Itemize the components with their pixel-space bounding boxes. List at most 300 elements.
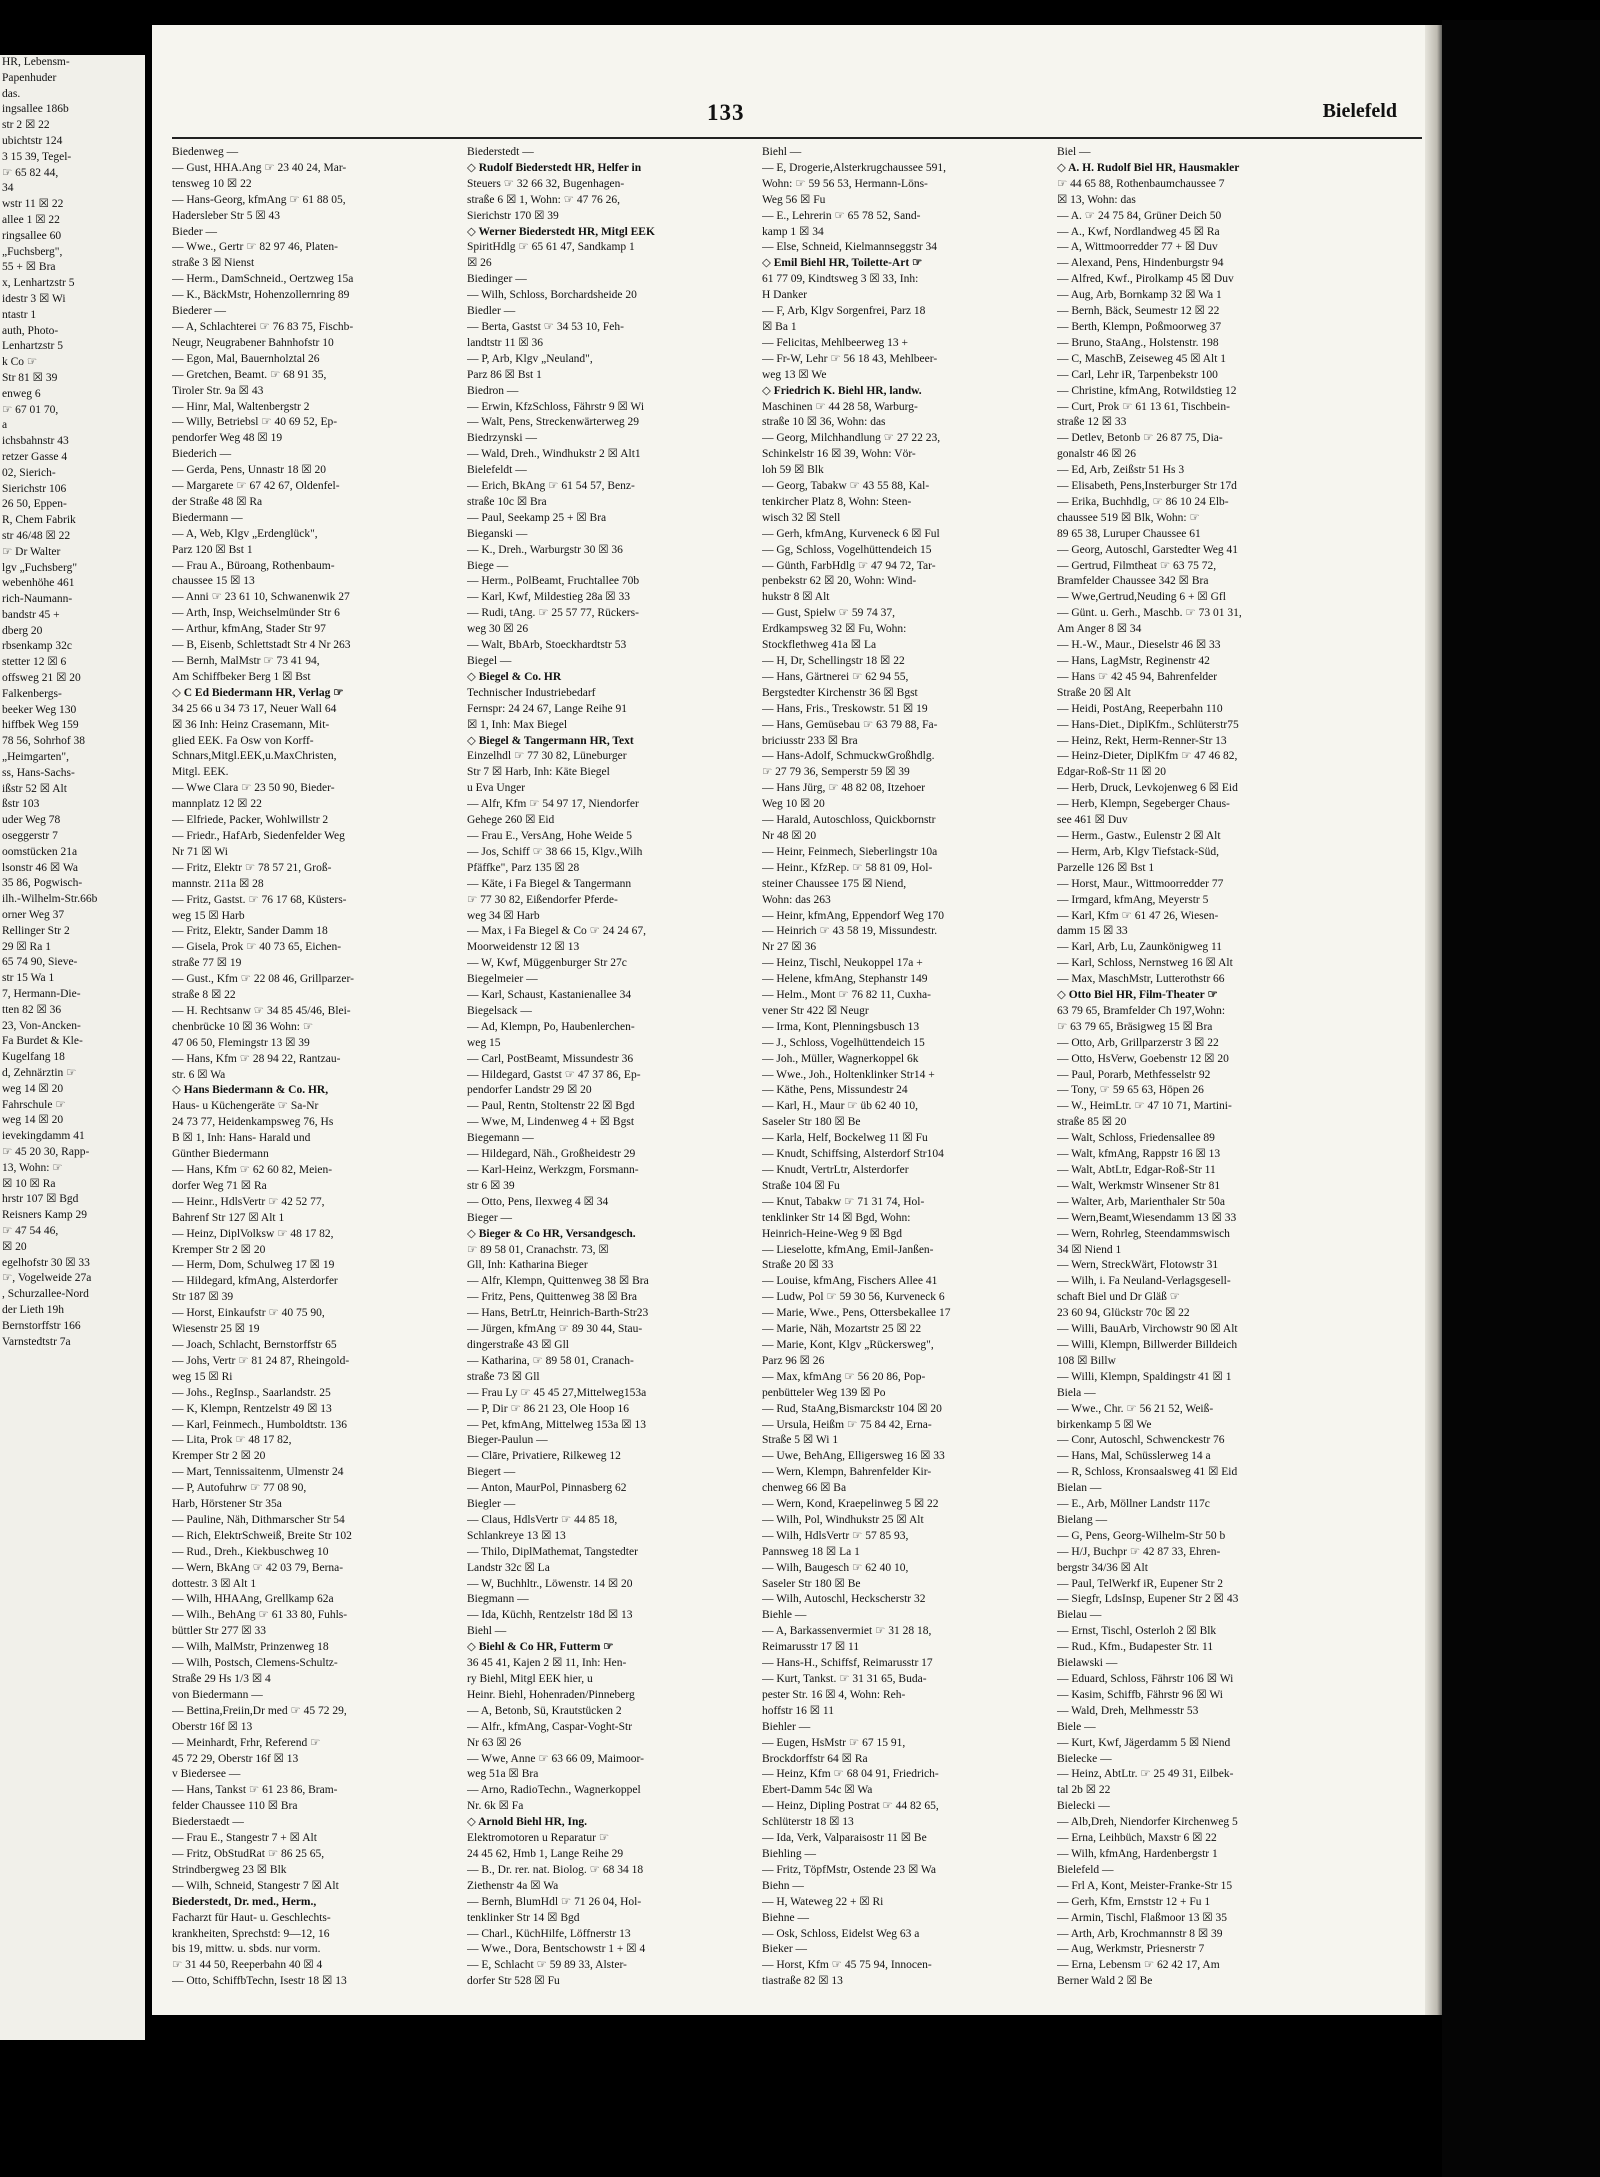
directory-entry-line: str. 6 ☒ Wa bbox=[172, 1068, 226, 1081]
directory-entry-line: Neugr, Neugrabener Bahnhofstr 10 bbox=[172, 336, 334, 349]
fragment-line: a bbox=[2, 419, 8, 432]
directory-entry-line: — K., Dreh., Warburgstr 30 ☒ 36 bbox=[467, 543, 623, 556]
directory-entry-line: — K, Klempn, Rentzelstr 49 ☒ 13 bbox=[172, 1402, 332, 1415]
directory-entry-line: — Bernh, Bäck, Seumestr 12 ☒ 22 bbox=[1057, 305, 1220, 318]
directory-entry-line: — Felicitas, Mehlbeerweg 13 + bbox=[762, 336, 909, 349]
surname-heading: Biehne — bbox=[762, 1911, 809, 1924]
fragment-line: ☞ 45 20 30, Rapp- bbox=[2, 1145, 90, 1158]
column-4 bbox=[1057, 145, 1327, 1995]
directory-entry-line: — Fritz, TöpfMstr, Ostende 23 ☒ Wa bbox=[762, 1863, 936, 1876]
directory-entry-line: — Max, MaschMstr, Lutterothstr 66 bbox=[1057, 973, 1225, 986]
directory-entry-line: Parz 120 ☒ Bst 1 bbox=[172, 543, 253, 556]
fragment-line: ☒ 10 ☒ Ra bbox=[2, 1177, 56, 1190]
directory-entry-line: — Wilh, Schloss, Borchardsheide 20 bbox=[467, 289, 637, 302]
directory-entry-line: — Walt, Schloss, Friedensallee 89 bbox=[1057, 1132, 1215, 1145]
directory-entry-line: dorfer Str 528 ☒ Fu bbox=[467, 1975, 560, 1988]
surname-heading: Bieker — bbox=[762, 1943, 808, 1956]
directory-entry-line: hukstr 8 ☒ Alt bbox=[762, 591, 830, 604]
directory-entry-line: — Herm, Dom, Schulweg 17 ☒ 19 bbox=[172, 1259, 335, 1272]
directory-entry-line: — Mart, Tennissaitenm, Ulmenstr 24 bbox=[172, 1466, 344, 1479]
directory-entry-line: Landstr 32c ☒ La bbox=[467, 1561, 550, 1574]
directory-entry-line: — Hildegard, Näh., Großheidestr 29 bbox=[467, 1148, 636, 1161]
directory-entry-line: — Louise, kfmAng, Fischers Allee 41 bbox=[762, 1275, 938, 1288]
fragment-line: 35 86, Pogwisch- bbox=[2, 877, 83, 890]
fragment-line: 02, Sierich- bbox=[2, 466, 56, 479]
directory-entry-line: mannplatz 12 ☒ 22 bbox=[172, 798, 262, 811]
directory-entry-line: — Armin, Tischl, Flaßmoor 13 ☒ 35 bbox=[1057, 1911, 1228, 1924]
directory-entry-line: — Heidi, PostAng, Reeperbahn 110 bbox=[1057, 702, 1223, 715]
fragment-line: k Co ☞ bbox=[2, 356, 38, 369]
directory-entry-line: ☞ 63 79 65, Bräsigweg 15 ☒ Bra bbox=[1057, 1020, 1213, 1033]
directory-entry-line: u Eva Unger bbox=[467, 782, 526, 795]
directory-entry-line: str 6 ☒ 39 bbox=[467, 1179, 515, 1192]
fragment-line: ubichtstr 124 bbox=[2, 134, 63, 147]
directory-entry-line: — Erwin, KfzSchloss, Fährstr 9 ☒ Wi bbox=[467, 400, 645, 413]
fragment-line: webenhöhe 461 bbox=[2, 577, 75, 590]
directory-entry-line: 108 ☒ Billw bbox=[1057, 1354, 1116, 1367]
directory-entry-line: — Curt, Prok ☞ 61 13 61, Tischbein- bbox=[1057, 400, 1230, 413]
directory-entry-line: — Wilh, Baugesch ☞ 62 40 10, bbox=[762, 1561, 909, 1574]
surname-heading: Biehle — bbox=[762, 1609, 807, 1622]
column-2 bbox=[467, 145, 737, 1995]
directory-entry-line: — Willi, Klempn, Billwerder Billdeich bbox=[1057, 1338, 1238, 1351]
directory-entry-line: — Bernh, BlumHdl ☞ 71 26 04, Hol- bbox=[467, 1895, 642, 1908]
directory-entry-line: tal 2b ☒ 22 bbox=[1057, 1784, 1111, 1797]
directory-entry-line: — W, Buchhltr., Löwenstr. 14 ☒ 20 bbox=[467, 1577, 633, 1590]
fragment-line: der Lieth 19h bbox=[2, 1303, 64, 1316]
directory-entry-line: — Hans ☞ 42 45 94, Bahrenfelder bbox=[1057, 670, 1218, 683]
fragment-line: Fahrschule ☞ bbox=[2, 1098, 66, 1111]
directory-entry-line: — Anton, MaurPol, Pinnasberg 62 bbox=[467, 1482, 627, 1495]
directory-entry-line: loh 59 ☒ Blk bbox=[762, 464, 824, 477]
directory-entry-line: — Hans, Gärtnerei ☞ 62 94 55, bbox=[762, 670, 909, 683]
directory-entry-line: pendorfer Weg 48 ☒ 19 bbox=[172, 432, 283, 445]
directory-entry-line: — Knudt, Schiffsing, Alsterdorf Str104 bbox=[762, 1148, 944, 1161]
directory-entry-line: — Otto, Pens, Ilexweg 4 ☒ 34 bbox=[467, 1195, 609, 1208]
directory-entry-line: — Ad, Klempn, Po, Haubenlerchen- bbox=[467, 1020, 635, 1033]
directory-entry-line: — Gisela, Prok ☞ 40 73 65, Eichen- bbox=[172, 941, 342, 954]
directory-entry-line: ☞ 31 44 50, Reeperbahn 40 ☒ 4 bbox=[172, 1959, 323, 1972]
directory-entry-line: — E., Lehrerin ☞ 65 78 52, Sand- bbox=[762, 209, 921, 222]
directory-entry-line: krankheiten, Sprechstd: 9—12, 16 bbox=[172, 1927, 330, 1940]
fragment-line: idestr 3 ☒ Wi bbox=[2, 292, 66, 305]
directory-entry-line: SpiritHdlg ☞ 65 61 47, Sandkamp 1 bbox=[467, 241, 635, 254]
directory-entry-line: Oberstr 16f ☒ 13 bbox=[172, 1720, 253, 1733]
directory-entry-line: weg 34 ☒ Harb bbox=[467, 909, 540, 922]
directory-entry-line: — Hans-Adolf, SchmuckwGroßhdlg. bbox=[762, 750, 935, 763]
directory-entry-line: Kremper Str 2 ☒ 20 bbox=[172, 1450, 266, 1463]
directory-entry-line: Günther Biedermann bbox=[172, 1148, 269, 1161]
directory-entry-line: — Pet, kfmAng, Mittelweg 153a ☒ 13 bbox=[467, 1418, 646, 1431]
directory-entry-line: — Alfr, Kfm ☞ 54 97 17, Niendorfer bbox=[467, 798, 639, 811]
directory-entry-line: — Eugen, HsMstr ☞ 67 15 91, bbox=[762, 1736, 906, 1749]
fragment-line: ☞ 65 82 44, bbox=[2, 166, 59, 179]
directory-entry-line: — P, Arb, Klgv „Neuland", bbox=[467, 352, 593, 365]
directory-entry-line: ◇ Bieger & Co HR, Versandgesch. bbox=[467, 1227, 636, 1240]
directory-entry-line: Nr 27 ☒ 36 bbox=[762, 941, 817, 954]
surname-heading: Biederstaedt — bbox=[172, 1816, 244, 1829]
directory-entry-line: — Knudt, VertrLtr, Alsterdorfer bbox=[762, 1164, 909, 1176]
fragment-line: Falkenbergs- bbox=[2, 687, 62, 700]
surname-heading: Biederer — bbox=[172, 305, 226, 318]
directory-entry-line: — Heinr, kfmAng, Eppendorf Weg 170 bbox=[762, 909, 945, 922]
directory-entry-line: — Heinz-Dieter, DiplKfm ☞ 47 46 82, bbox=[1057, 750, 1238, 763]
surname-heading: Biege — bbox=[467, 559, 509, 572]
directory-entry-line: chenbrücke 10 ☒ 36 Wohn: ☞ bbox=[172, 1020, 314, 1033]
directory-entry-line: — Helene, kfmAng, Stephanstr 149 bbox=[762, 973, 928, 986]
directory-entry-line: — E., Arb, Möllner Landstr 117c bbox=[1057, 1498, 1210, 1511]
fragment-line: ichsbahnstr 43 bbox=[2, 435, 69, 448]
surname-heading: Bieger — bbox=[467, 1211, 513, 1224]
directory-entry-line: — Frau E., VersAng, Hohe Weide 5 bbox=[467, 829, 633, 842]
directory-entry-line: — B., Dr. rer. nat. Biolog. ☞ 68 34 18 bbox=[467, 1863, 644, 1876]
directory-entry-line: — K., BäckMstr, Hohenzollernring 89 bbox=[172, 289, 350, 302]
directory-entry-line: — Erich, BkAng ☞ 61 54 57, Benz- bbox=[467, 480, 635, 493]
fragment-line: beeker Weg 130 bbox=[2, 703, 77, 716]
directory-entry-line: — Willi, BauArb, Virchowstr 90 ☒ Alt bbox=[1057, 1323, 1238, 1336]
directory-entry-line: — Joach, Schlacht, Bernstorffstr 65 bbox=[172, 1338, 337, 1351]
fragment-line: str 46/48 ☒ 22 bbox=[2, 529, 71, 542]
directory-entry-line: — Walt, kfmAng, Rappstr 16 ☒ 13 bbox=[1057, 1148, 1221, 1161]
directory-entry-line: — Arth, Insp, Weichselmünder Str 6 bbox=[172, 607, 340, 620]
directory-entry-line: dottestr. 3 ☒ Alt 1 bbox=[172, 1577, 257, 1590]
directory-entry-line: — A, Web, Klgv „Erdenglück", bbox=[172, 527, 318, 540]
directory-entry-line: — Wwe., Joh., Holtenklinker Str14 + bbox=[762, 1068, 935, 1081]
fragment-line: ☒ 20 bbox=[2, 1240, 27, 1253]
surname-heading: Biedrzynski — bbox=[467, 432, 537, 445]
directory-entry-line: — Gertrud, Filmtheat ☞ 63 75 72, bbox=[1057, 559, 1217, 572]
directory-entry-line: ◇ Arnold Biehl HR, Ing. bbox=[467, 1816, 588, 1829]
directory-entry-line: ☞ 89 58 01, Cranachstr. 73, ☒ bbox=[467, 1243, 609, 1256]
directory-entry-line: — R, Schloss, Kronsaalsweg 41 ☒ Eid bbox=[1057, 1466, 1238, 1479]
directory-entry-line: penbekstr 62 ☒ 20, Wohn: Wind- bbox=[762, 575, 917, 588]
fragment-line: str 2 ☒ 22 bbox=[2, 119, 50, 132]
directory-entry-line: felder Chaussee 110 ☒ Bra bbox=[172, 1800, 298, 1813]
directory-entry-line: Bergstedter Kirchenstr 36 ☒ Bgst bbox=[762, 686, 918, 699]
fragment-line: 13, Wohn: ☞ bbox=[2, 1161, 63, 1174]
directory-entry-line: — Fritz, Pens, Quittenweg 38 ☒ Bra bbox=[467, 1291, 638, 1304]
directory-entry-line: — Georg, Autoschl, Garstedter Weg 41 bbox=[1057, 543, 1239, 556]
directory-entry-line: Wohn: ☞ 59 56 53, Hermann-Löns- bbox=[762, 177, 928, 190]
directory-entry-line: — Tony, ☞ 59 65 63, Höpen 26 bbox=[1057, 1084, 1204, 1097]
directory-entry-line: ◇ Biegel & Co. HR bbox=[467, 670, 562, 683]
fragment-line: ringsallee 60 bbox=[2, 229, 62, 242]
surname-heading: Biegemann — bbox=[467, 1132, 534, 1145]
directory-entry-line: weg 15 ☒ Harb bbox=[172, 909, 245, 922]
directory-entry-line: Straße 29 Hs 1/3 ☒ 4 bbox=[172, 1673, 271, 1685]
directory-entry-line: 61 77 09, Kindtsweg 3 ☒ 33, Inh: bbox=[762, 273, 919, 286]
directory-entry-line: tenklinker Str 14 ☒ Bgd, Wohn: bbox=[762, 1211, 911, 1224]
directory-entry-line: Steuers ☞ 32 66 32, Bugenhagen- bbox=[467, 177, 625, 190]
directory-entry-line: — Carl, Lehr iR, Tarpenbekstr 100 bbox=[1057, 368, 1218, 381]
directory-entry-line: — H.-W., Maur., Dieselstr 46 ☒ 33 bbox=[1057, 639, 1221, 652]
fragment-line: HR, Lebensm- bbox=[2, 56, 70, 68]
directory-entry-line: — Hans Jürg, ☞ 48 82 08, Itzehoer bbox=[762, 782, 926, 795]
directory-entry-line: Reimarusstr 17 ☒ 11 bbox=[762, 1641, 860, 1654]
fragment-line: Varnstedtstr 7a bbox=[2, 1335, 71, 1348]
directory-entry-line: — Wald, Dreh., Windhukstr 2 ☒ Alt1 bbox=[467, 448, 641, 461]
directory-entry-line: — Karl, H., Maur ☞ üb 62 40 10, bbox=[762, 1100, 918, 1113]
directory-entry-line: Mitgl. EEK. bbox=[172, 766, 229, 779]
directory-entry-line: — Bettina,Freiin,Dr med ☞ 45 72 29, bbox=[172, 1704, 347, 1717]
directory-entry-line: — Gust, Spielw ☞ 59 74 37, bbox=[762, 607, 895, 620]
directory-entry-line: ry Biehl, Mitgl EEK hier, u bbox=[467, 1673, 593, 1685]
directory-entry-line: — Wilh, Postsch, Clemens-Schultz- bbox=[172, 1657, 338, 1670]
directory-entry-line: — A, Betonb, Sü, Krautstücken 2 bbox=[467, 1704, 622, 1717]
directory-entry-line: ☒ Ba 1 bbox=[762, 320, 797, 333]
directory-entry-line: — Georg, Milchhandlung ☞ 27 22 23, bbox=[762, 432, 941, 445]
directory-entry-line: — Uwe, BehAng, Elligersweg 16 ☒ 33 bbox=[762, 1450, 945, 1463]
directory-entry-line: — Wwe., Gertr ☞ 82 97 46, Platen- bbox=[172, 241, 338, 254]
directory-entry-line: ☞ 27 79 36, Semperstr 59 ☒ 39 bbox=[762, 766, 910, 779]
surname-heading: Biedler — bbox=[467, 305, 516, 318]
directory-entry-line: straße 73 ☒ Gll bbox=[467, 1370, 540, 1383]
directory-entry-line: bis 19, mittw. u. sbds. nur vorm. bbox=[172, 1943, 321, 1956]
directory-entry-line: weg 15 ☒ Ri bbox=[172, 1370, 233, 1383]
directory-entry-line: Maschinen ☞ 44 28 58, Warburg- bbox=[762, 400, 918, 413]
directory-entry-line: — Bernh, MalMstr ☞ 73 41 94, bbox=[172, 655, 320, 667]
directory-entry-line: — Paul, Seekamp 25 + ☒ Bra bbox=[467, 511, 607, 524]
directory-entry-line: — E, Drogerie,Alsterkrugchaussee 591, bbox=[762, 161, 946, 174]
directory-entry-line: — Bruno, StaAng., Holstenstr. 198 bbox=[1057, 336, 1219, 349]
directory-entry-line: — Joh., Müller, Wagnerkoppel 6k bbox=[762, 1052, 919, 1065]
fragment-line: ißstr 52 ☒ Alt bbox=[2, 782, 67, 795]
fragment-line: , Schurzallee-Nord bbox=[2, 1288, 89, 1301]
fragment-line: lgv „Fuchsberg" bbox=[2, 561, 78, 574]
directory-entry-line: Parz 86 ☒ Bst 1 bbox=[467, 368, 542, 381]
directory-entry-line: — Carl, PostBeamt, Missundestr 36 bbox=[467, 1052, 634, 1065]
directory-entry-line: wisch 32 ☒ Stell bbox=[762, 511, 841, 524]
directory-entry-line: Edgar-Roß-Str 11 ☒ 20 bbox=[1057, 766, 1166, 779]
directory-entry-line: — Hildegard, Gastst ☞ 47 37 86, Ep- bbox=[467, 1068, 641, 1081]
directory-entry-line: — Heinr, Feinmech, Sieberlingstr 10a bbox=[762, 845, 938, 858]
directory-entry-line: ◇ Otto Biel HR, Film-Theater ☞ bbox=[1057, 989, 1218, 1002]
directory-entry-line: — Heinr., KfzRep. ☞ 58 81 09, Hol- bbox=[762, 861, 933, 874]
directory-entry-line: — F, Arb, Klgv Sorgenfrei, Parz 18 bbox=[762, 305, 926, 318]
fragment-line: oomstücken 21a bbox=[2, 845, 78, 858]
surname-heading: Biederstedt — bbox=[467, 146, 534, 158]
directory-entry-line: — Käthe, Pens, Missundestr 24 bbox=[762, 1084, 908, 1097]
directory-entry-line: Schlankreye 13 ☒ 13 bbox=[467, 1529, 566, 1542]
directory-entry-line: — P, Dir ☞ 86 21 23, Ole Hoop 16 bbox=[467, 1402, 630, 1415]
directory-entry-line: — Käte, i Fa Biegel & Tangermann bbox=[467, 877, 632, 890]
directory-entry-line: — Johs, Vertr ☞ 81 24 87, Rheingold- bbox=[172, 1354, 350, 1367]
surname-heading: Bieganski — bbox=[467, 527, 528, 540]
directory-entry-line: — H. Rechtsanw ☞ 34 85 45/46, Blei- bbox=[172, 1004, 351, 1017]
directory-entry-line: tensweg 10 ☒ 22 bbox=[172, 177, 252, 190]
fragment-line: ntastr 1 bbox=[2, 308, 37, 321]
directory-entry-line: — Fritz, ObStudRat ☞ 86 25 65, bbox=[172, 1847, 325, 1860]
directory-entry-line: — Frau Ly ☞ 45 45 27,Mittelweg153a bbox=[467, 1386, 647, 1399]
directory-entry-line: — Berth, Klempn, Poßmoorweg 37 bbox=[1057, 320, 1222, 333]
surname-heading: Biehn — bbox=[762, 1879, 804, 1892]
directory-entry-line: Wohn: das 263 bbox=[762, 893, 831, 906]
directory-entry-line: — Helm., Mont ☞ 76 82 11, Cuxha- bbox=[762, 989, 931, 1002]
directory-entry-line: Pannsweg 18 ☒ La 1 bbox=[762, 1545, 860, 1558]
surname-heading: Bielan — bbox=[1057, 1482, 1102, 1495]
directory-entry-line: — Wern, Kond, Kraepelinweg 5 ☒ 22 bbox=[762, 1498, 939, 1511]
directory-entry-line: — Pauline, Näh, Dithmarscher Str 54 bbox=[172, 1513, 345, 1526]
directory-entry-line: — Fr-W, Lehr ☞ 56 18 43, Mehlbeer- bbox=[762, 352, 938, 365]
directory-entry-line: — P, Autofuhrw ☞ 77 08 90, bbox=[172, 1482, 307, 1495]
directory-entry-line: Saseler Str 180 ☒ Be bbox=[762, 1577, 861, 1590]
directory-entry-line: H Danker bbox=[762, 289, 808, 302]
directory-entry-line: — Erna, Lebensm ☞ 62 42 17, Am bbox=[1057, 1959, 1220, 1972]
directory-entry-line: Heinr. Biehl, Hohenraden/Pinneberg bbox=[467, 1688, 635, 1701]
directory-entry-line: ◇ Biegel & Tangermann HR, Text bbox=[467, 734, 634, 747]
directory-entry-line: — Osk, Schloss, Eidelst Weg 63 a bbox=[762, 1927, 920, 1940]
directory-entry-line: — Alfred, Kwf., Pirolkamp 45 ☒ Duv bbox=[1057, 273, 1234, 286]
directory-entry-line: 34 ☒ Niend 1 bbox=[1057, 1243, 1122, 1256]
directory-entry-line: — Heinrich ☞ 43 58 19, Missundestr. bbox=[762, 925, 938, 938]
directory-entry-line: Moorweidenstr 12 ☒ 13 bbox=[467, 941, 580, 954]
directory-entry-line: — Hans-H., Schiffsf, Reimarusstr 17 bbox=[762, 1657, 933, 1670]
directory-entry-line: 63 79 65, Bramfelder Ch 197,Wohn: bbox=[1057, 1004, 1226, 1017]
fragment-line: ingsallee 186b bbox=[2, 103, 69, 116]
fragment-line: x, Lenhartzstr 5 bbox=[2, 277, 75, 290]
directory-entry-line: — Wilh, i. Fa Neuland-Verlagsgesell- bbox=[1057, 1275, 1231, 1288]
directory-entry-line: — Hans, Fris., Treskowstr. 51 ☒ 19 bbox=[762, 702, 928, 715]
directory-entry-line: — Karl, Schaust, Kastanienallee 34 bbox=[467, 989, 632, 1002]
directory-entry-line: — Frau A., Büroang, Rothenbaum- bbox=[172, 559, 335, 572]
directory-entry-line: Fernspr: 24 24 67, Lange Reihe 91 bbox=[467, 702, 628, 715]
fragment-line: 34 bbox=[2, 182, 14, 195]
directory-entry-line: Ebert-Damm 54c ☒ Wa bbox=[762, 1784, 873, 1797]
fragment-line: d, Zehnärztin ☞ bbox=[2, 1067, 77, 1079]
directory-entry-line: Parzelle 126 ☒ Bst 1 bbox=[1057, 861, 1155, 874]
directory-entry-line: birkenkamp 5 ☒ We bbox=[1057, 1418, 1152, 1431]
scan-background bbox=[1442, 20, 1600, 2177]
directory-entry-line: — Wilh, kfmAng, Hardenbergstr 1 bbox=[1057, 1847, 1218, 1860]
directory-entry-line: Weg 10 ☒ 20 bbox=[762, 798, 825, 811]
directory-entry-line: — Hans, Kfm ☞ 62 60 82, Meien- bbox=[172, 1164, 333, 1176]
directory-entry-line: hoffstr 16 ☒ 11 bbox=[762, 1704, 834, 1717]
surname-heading: Biegmann — bbox=[467, 1593, 529, 1606]
directory-entry-line: — Heinz, Kfm ☞ 68 04 91, Friedrich- bbox=[762, 1768, 939, 1781]
directory-entry-line: — Horst, Kfm ☞ 45 75 94, Innocen- bbox=[762, 1959, 932, 1972]
directory-entry-line: tiastraße 82 ☒ 13 bbox=[762, 1975, 843, 1988]
directory-entry-line: Brockdorffstr 64 ☒ Ra bbox=[762, 1752, 868, 1765]
directory-entry-line: — Gust., Kfm ☞ 22 08 46, Grillparzer- bbox=[172, 973, 354, 986]
directory-entry-line: — Hans, Mal, Schüsslerweg 14 a bbox=[1057, 1450, 1211, 1463]
directory-entry-line: — Paul, TelWerkf iR, Eupener Str 2 bbox=[1057, 1577, 1224, 1590]
directory-entry-line: — Heinr., HdlsVertr ☞ 42 52 77, bbox=[172, 1195, 325, 1208]
directory-entry-line: — Willy, Betriebsl ☞ 40 69 52, Ep- bbox=[172, 416, 338, 429]
directory-entry-line: — Gretchen, Beamt. ☞ 68 91 35, bbox=[172, 368, 327, 381]
directory-entry-line: — Günt. u. Gerh., Maschb. ☞ 73 01 31, bbox=[1057, 607, 1242, 620]
directory-entry-line: Saseler Str 180 ☒ Be bbox=[762, 1116, 861, 1129]
column-3 bbox=[762, 145, 1032, 1995]
directory-entry-line: — Rudi, tAng. ☞ 25 57 77, Rückers- bbox=[467, 607, 639, 620]
fragment-line: das. bbox=[2, 87, 21, 100]
directory-entry-line: — Arno, RadioTechn., Wagnerkoppel bbox=[467, 1784, 641, 1797]
directory-entry-line: ◇ Emil Biehl HR, Toilette-Art ☞ bbox=[762, 257, 923, 270]
directory-entry-line: chaussee 15 ☒ 13 bbox=[172, 575, 255, 588]
directory-entry-line: weg 15 bbox=[467, 1036, 501, 1049]
directory-entry-line: — Katharina, ☞ 89 58 01, Cranach- bbox=[467, 1354, 634, 1367]
directory-entry-line: weg 13 ☒ We bbox=[762, 368, 827, 381]
directory-entry-line: — Karl, Schloss, Nernstweg 16 ☒ Alt bbox=[1057, 957, 1233, 970]
directory-entry-line: Pfäffke", Parz 135 ☒ 28 bbox=[467, 861, 580, 874]
directory-entry-line: — Friedr., HafArb, Siedenfelder Weg bbox=[172, 829, 345, 842]
surname-heading: Biela — bbox=[1057, 1386, 1096, 1399]
directory-entry-line: — Egon, Mal, Bauernholztal 26 bbox=[172, 352, 320, 365]
fragment-line: 3 15 39, Tegel- bbox=[2, 150, 72, 163]
fragment-line: orner Weg 37 bbox=[2, 909, 65, 922]
directory-entry-line: Schlüterstr 18 ☒ 13 bbox=[762, 1816, 854, 1829]
directory-entry-line: — Heinz, Rekt, Herm-Renner-Str 13 bbox=[1057, 734, 1227, 747]
directory-entry-line: weg 51a ☒ Bra bbox=[467, 1768, 539, 1781]
directory-entry-line: B ☒ 1, Inh: Hans- Harald und bbox=[172, 1132, 311, 1145]
fragment-line: hrstr 107 ☒ Bgd bbox=[2, 1193, 79, 1206]
directory-entry-line: Schnars,Mitgl.EEK,u.MaxChristen, bbox=[172, 750, 337, 763]
directory-entry-line: — Anni ☞ 23 61 10, Schwanenwik 27 bbox=[172, 591, 350, 604]
directory-entry-line: — W, Kwf, Müggenburger Str 27c bbox=[467, 957, 627, 970]
directory-entry-line: straße 12 ☒ 33 bbox=[1057, 416, 1127, 429]
directory-entry-line: Heinrich-Heine-Weg 9 ☒ Bgd bbox=[762, 1227, 902, 1240]
directory-entry-line: — Conr, Autoschl, Schwenckestr 76 bbox=[1057, 1434, 1225, 1447]
directory-entry-line: pendorfer Landstr 29 ☒ 20 bbox=[467, 1084, 592, 1097]
directory-entry-line: Gehege 260 ☒ Eid bbox=[467, 814, 555, 827]
fragment-line: „Heimgarten", bbox=[2, 751, 69, 764]
directory-entry-line: — Herb, Druck, Levkojenweg 6 ☒ Eid bbox=[1057, 782, 1238, 795]
directory-entry-line: — Max, i Fa Biegel & Co ☞ 24 24 67, bbox=[467, 925, 646, 938]
directory-entry-line: — G, Pens, Georg-Wilhelm-Str 50 b bbox=[1057, 1529, 1226, 1542]
directory-entry-line: — Wilh, Schneid, Stangestr 7 ☒ Alt bbox=[172, 1879, 339, 1892]
directory-entry-line: — Meinhardt, Frhr, Referend ☞ bbox=[172, 1736, 321, 1749]
directory-entry-line: Schinkelstr 16 ☒ 39, Wohn: Vör- bbox=[762, 448, 916, 461]
directory-entry-line: — Heinz, AbtLtr. ☞ 25 49 31, Eilbek- bbox=[1057, 1768, 1234, 1781]
directory-entry-line: — Aug, Arb, Bornkamp 32 ☒ Wa 1 bbox=[1057, 289, 1222, 302]
directory-entry-line: Harb, Hörstener Str 35a bbox=[172, 1498, 282, 1511]
directory-entry-line: — Herm, Arb, Klgv Tiefstack-Süd, bbox=[1057, 845, 1219, 858]
directory-entry-line: ☞ 77 30 82, Eißendorfer Pferde- bbox=[467, 893, 618, 906]
directory-entry-line: Straße 104 ☒ Fu bbox=[762, 1179, 840, 1192]
page-number: 133 bbox=[707, 100, 745, 125]
directory-entry-line: Ziethenstr 4a ☒ Wa bbox=[467, 1879, 559, 1892]
directory-entry-line: ☒ 13, Wohn: das bbox=[1057, 193, 1136, 206]
directory-entry-line: — Hans, LagMstr, Reginenstr 42 bbox=[1057, 655, 1210, 667]
directory-entry-line: — Alb,Dreh, Niendorfer Kirchenweg 5 bbox=[1057, 1816, 1238, 1829]
directory-entry-line: Sierichstr 170 ☒ 39 bbox=[467, 209, 559, 222]
directory-entry-line: — Hans, Gemüsebau ☞ 63 79 88, Fa- bbox=[762, 718, 938, 731]
directory-entry-line: — Herm., DamSchneid., Oertzweg 15a bbox=[172, 273, 354, 286]
directory-entry-line: — Berta, Gastst ☞ 34 53 10, Feh- bbox=[467, 320, 624, 333]
directory-entry-line: — H/J, Buchpr ☞ 42 87 33, Ehren- bbox=[1057, 1545, 1221, 1558]
directory-entry-line: tenklinker Str 14 ☒ Bgd bbox=[467, 1911, 580, 1924]
directory-entry-line: penbütteler Weg 139 ☒ Po bbox=[762, 1386, 886, 1399]
directory-entry-line: — Hans, Tankst ☞ 61 23 86, Bram- bbox=[172, 1784, 338, 1797]
directory-entry-line: — Claus, HdlsVertr ☞ 44 85 18, bbox=[467, 1513, 618, 1526]
directory-entry-line: — Otto, SchiffbTechn, Isestr 18 ☒ 13 bbox=[172, 1975, 347, 1988]
fragment-line: retzer Gasse 4 bbox=[2, 450, 68, 463]
directory-entry-line: ◇ C Ed Biedermann HR, Verlag ☞ bbox=[172, 686, 344, 699]
directory-entry-line: — Rud., Kfm., Budapester Str. 11 bbox=[1057, 1641, 1214, 1654]
fragment-line: 65 74 90, Sieve- bbox=[2, 956, 78, 969]
fragment-line: stetter 12 ☒ 6 bbox=[2, 656, 67, 669]
directory-entry-line: — Wern, Rohrleg, Steendammswisch bbox=[1057, 1227, 1230, 1240]
directory-entry-line: — Elisabeth, Pens,Insterburger Str 17d bbox=[1057, 480, 1237, 493]
directory-entry-line: Facharzt für Haut- u. Geschlechts- bbox=[172, 1911, 331, 1924]
directory-entry-line: Erdkampsweg 32 ☒ Fu, Wohn: bbox=[762, 623, 907, 636]
surname-heading: Biegert — bbox=[467, 1466, 516, 1479]
directory-entry-line: — Thilo, DiplMathemat, Tangstedter bbox=[467, 1545, 638, 1558]
fragment-line: 78 56, Sohrhof 38 bbox=[2, 735, 86, 748]
directory-entry-line: — Wern,Beamt,Wiesendamm 13 ☒ 33 bbox=[1057, 1211, 1237, 1224]
directory-entry-line: straße 85 ☒ 20 bbox=[1057, 1116, 1127, 1129]
directory-entry-line: — Irma, Kont, Plenningsbusch 13 bbox=[762, 1020, 920, 1033]
directory-entry-line: — Arth, Arb, Krochmannstr 8 ☒ 39 bbox=[1057, 1927, 1223, 1940]
